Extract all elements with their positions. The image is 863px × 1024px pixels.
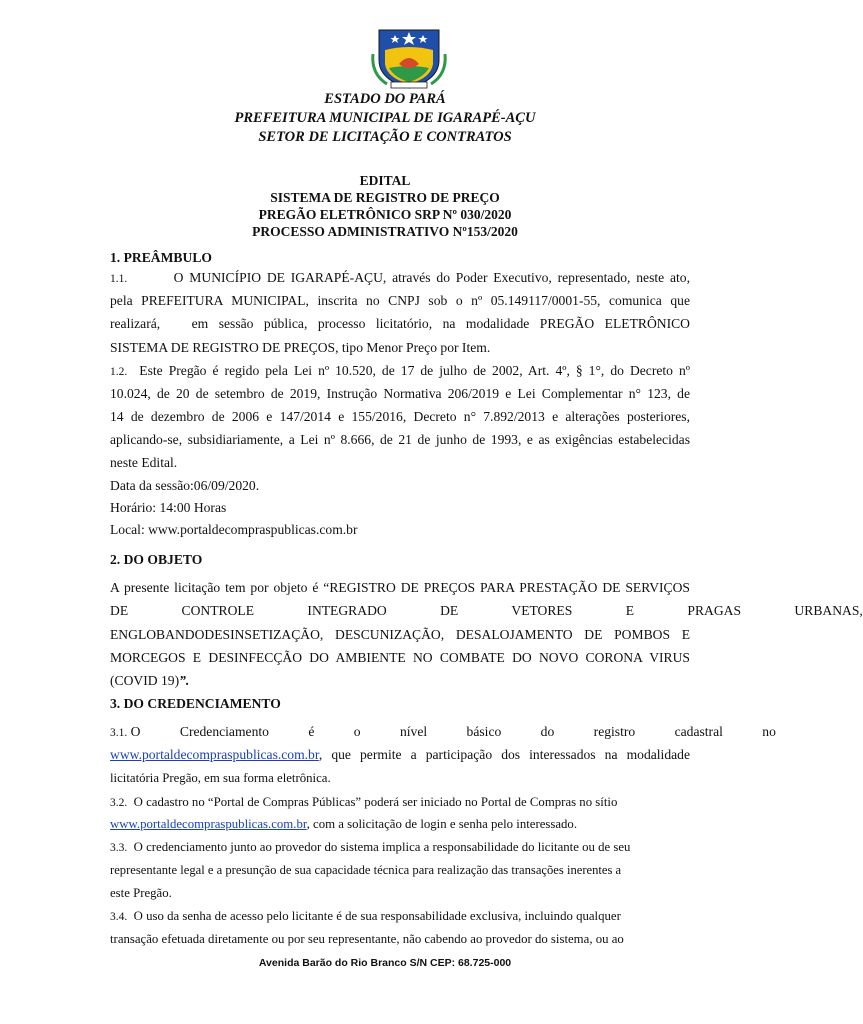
clause-number: 3.2. — [110, 797, 128, 809]
clause-text: O Credenciamento é o nível básico do registro cadastral no — [130, 724, 776, 739]
paragraph-line: este Pregão. — [110, 886, 172, 900]
clause-number: 3.3. — [110, 842, 128, 854]
municipal-crest-icon — [371, 24, 447, 90]
title-pregao: PREGÃO ELETRÔNICO SRP Nº 030/2020 — [258, 207, 512, 222]
paragraph-line: representante legal e a presunção de sua capacidade técnica para realização das transações inerentes a — [110, 863, 622, 877]
paragraph-line: aplicando-se, subsidiariamente, a Lei nº 8.666, de 21 de junho de 1993, e as exigências estabelecidas — [110, 432, 690, 447]
title-edital: EDITAL — [359, 173, 411, 188]
paragraph-line: realizará, em sessão pública, processo licitatório, na modalidade PREGÃO ELETRÔNICO — [110, 316, 690, 331]
paragraph-line: DE CONTROLE INTEGRADO DE VETORES E PRAGAS URBANAS, — [110, 603, 863, 618]
portal-link[interactable]: www.portaldecompraspublicas.com.br — [110, 747, 319, 762]
paragraph-line: pela PREFEITURA MUNICIPAL, inscrita no CNPJ sob o nº 05.149117/0001-55, comunica que — [110, 293, 690, 308]
paragraph-line — [110, 817, 690, 832]
paragraph-line: SISTEMA DE REGISTRO DE PREÇOS, tipo Menor Preço por Item. — [110, 340, 491, 355]
portal-link[interactable]: www.portaldecompraspublicas.com.br — [110, 817, 307, 831]
section-heading: 3. DO CREDENCIAMENTO — [110, 696, 281, 711]
footer-address: Avenida Barão do Rio Branco S/N CEP: 68.725-000 — [258, 957, 512, 969]
clause-text: O credenciamento junto ao provedor do sistema implica a responsabilidade do licitante ou de seu — [133, 840, 631, 854]
header-state: ESTADO DO PARÁ — [324, 91, 446, 107]
header-sector: SETOR DE LICITAÇÃO E CONTRATOS — [258, 129, 512, 145]
clause-number: 1.1. — [110, 273, 128, 285]
paragraph-line — [110, 909, 690, 924]
clause-text: Este Pregão é regido pela Lei nº 10.520, de 17 de julho de 2002, Art. 4º, § 1°, do Decreto nº — [139, 363, 691, 378]
paragraph-line: A presente licitação tem por objeto é “REGISTRO DE PREÇOS PARA PRESTAÇÃO DE SERVIÇOS — [110, 580, 690, 595]
header-prefecture: PREFEITURA MUNICIPAL DE IGARAPÉ-AÇU — [234, 110, 536, 126]
paragraph-line: neste Edital. — [110, 455, 178, 470]
paragraph-line: 10.024, de 20 de setembro de 2019, Instrução Normativa 206/2019 e Lei Complementar n° 123, de — [110, 386, 690, 401]
paragraph-line: licitatória Pregão, em sua forma eletrônica. — [110, 771, 331, 785]
paragraph-line — [110, 270, 690, 286]
paragraph-line — [110, 673, 690, 689]
paragraph-line — [110, 724, 776, 740]
clause-number: 1.2. — [110, 366, 128, 378]
clause-text: O cadastro no “Portal de Compras Públicas” poderá ser iniciado no Portal de Compras no sítio — [133, 795, 618, 809]
paragraph-line — [110, 795, 690, 810]
paragraph-line: 14 de dezembro de 2006 e 147/2014 e 155/2016, Decreto n° 7.892/2013 e alterações posteriores, — [110, 409, 690, 424]
paragraph-line — [110, 840, 690, 855]
clause-number: 3.4. — [110, 911, 128, 923]
section-heading: 1. PREÂMBULO — [110, 250, 212, 265]
clause-number: 3.1. — [110, 727, 128, 739]
paragraph-line: transação efetuada diretamente ou por seu representante, não cabendo ao provedor do sistema, ou ao — [110, 932, 624, 946]
session-place: Local: www.portaldecompraspublicas.com.br — [110, 522, 358, 537]
clause-text: (COVID 19) — [110, 673, 180, 688]
session-date: Data da sessão:06/09/2020. — [110, 478, 260, 493]
section-heading: 2. DO OBJETO — [110, 552, 203, 567]
title-process: PROCESSO ADMINISTRATIVO Nº153/2020 — [252, 224, 518, 239]
clause-text: , com a solicitação de login e senha pelo interessado. — [306, 817, 578, 831]
clause-text: O uso da senha de acesso pelo licitante é de sua responsabilidade exclusiva, incluindo qualquer — [133, 909, 621, 923]
paragraph-line — [110, 363, 690, 379]
clause-text: O MUNICÍPIO DE IGARAPÉ-AÇU, através do Poder Executivo, representado, neste ato, — [173, 270, 690, 285]
paragraph-line: MORCEGOS E DESINFECÇÃO DO AMBIENTE NO COMBATE DO NOVO CORONA VIRUS — [110, 650, 690, 665]
paragraph-line: ENGLOBANDODESINSETIZAÇÃO, DESCUNIZAÇÃO, DESALOJAMENTO DE POMBOS E — [110, 627, 690, 642]
document-header — [0, 90, 770, 147]
edital-title-block — [0, 172, 770, 240]
session-time: Horário: 14:00 Horas — [110, 500, 227, 515]
closing-quote: ”. — [179, 673, 190, 688]
title-system: SISTEMA DE REGISTRO DE PREÇO — [270, 190, 500, 205]
clause-text: , que permite a participação dos interessados na modalidade — [318, 747, 690, 762]
paragraph-line — [110, 747, 690, 763]
